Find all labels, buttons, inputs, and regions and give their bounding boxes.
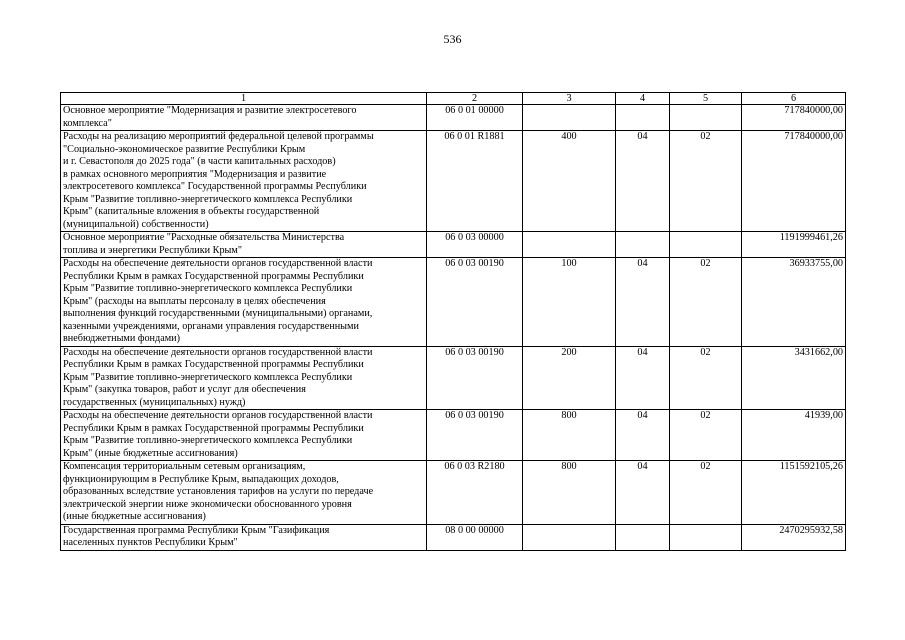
- row-amount-cell: 1191999461,26: [742, 232, 846, 258]
- row-code-cell: 06 0 03 00190: [427, 258, 523, 347]
- row-amount-cell: 41939,00: [742, 410, 846, 461]
- row-name-cell: [61, 410, 427, 461]
- header-col-3: 3: [523, 93, 616, 105]
- row-name-cell: [61, 346, 427, 410]
- row-expense-type-cell: [523, 232, 616, 258]
- row-name-cell: [61, 461, 427, 525]
- row-subsection-cell: [670, 524, 742, 550]
- row-name-text: Основное мероприятие "Модернизация и развитие электросетевого комплекса": [63, 105, 357, 129]
- row-name-text: Государственная программа Республики Крым "Газификация населенных пунктов Республики Крым": [63, 524, 330, 548]
- row-subsection-cell: 02: [670, 258, 742, 347]
- row-subsection-cell: 02: [670, 410, 742, 461]
- row-section-cell: [616, 232, 670, 258]
- header-col-2: 2: [427, 93, 523, 105]
- table-body: [61, 105, 846, 551]
- row-code-cell: 08 0 00 00000: [427, 524, 523, 550]
- row-section-cell: 04: [616, 461, 670, 525]
- row-name-text: Расходы на обеспечение деятельности органов государственной власти Республики Крым в рамках Государственной программы Республики Крым "Развитие топливно-энергетического комплекса Республики Крым" (иные бюджетные ассигнования): [63, 410, 373, 459]
- header-row: [61, 93, 846, 105]
- row-expense-type-cell: 100: [523, 258, 616, 347]
- table-row: [61, 105, 846, 131]
- row-name-cell: [61, 258, 427, 347]
- row-name-cell: [61, 524, 427, 550]
- table-row: [61, 232, 846, 258]
- row-expense-type-cell: 800: [523, 410, 616, 461]
- row-section-cell: 04: [616, 131, 670, 232]
- row-section-cell: [616, 105, 670, 131]
- row-section-cell: 04: [616, 346, 670, 410]
- row-expense-type-cell: 400: [523, 131, 616, 232]
- page-number: 536: [443, 32, 462, 46]
- row-subsection-cell: 02: [670, 131, 742, 232]
- row-name-cell: [61, 232, 427, 258]
- row-name-text: Основное мероприятие "Расходные обязательства Министерства топлива и энергетики Республики Крым": [63, 232, 345, 256]
- row-name-text: Расходы на обеспечение деятельности органов государственной власти Республики Крым в рамках Государственной программы Республики Крым "Развитие топливно-энергетического комплекса Республики Крым" (расходы на выплаты персоналу в целях обеспечения выполнения функций государственными (муниципальными) органами, казенными учреждениями, органами управления государственными внебюджетными фондами): [63, 258, 373, 344]
- row-subsection-cell: [670, 232, 742, 258]
- row-code-cell: 06 0 01 R1881: [427, 131, 523, 232]
- row-code-cell: 06 0 03 00190: [427, 410, 523, 461]
- table-row: [61, 131, 846, 232]
- row-code-cell: 06 0 03 R2180: [427, 461, 523, 525]
- row-name-text: Расходы на реализацию мероприятий федеральной целевой программы "Социально-экономическое развитие Республики Крым и г. Севастополя до 2025 года" (в части капитальных расходов) в рамках основного мероприятия "Модернизация и развитие электросетевого комплекса" Государственной программы Республики Крым "Развитие топливно-энергетического комплекса Республики Крым" (капитальные вложения в объекты государственной (муниципальной) собственности): [63, 131, 374, 230]
- table-row: [61, 258, 846, 347]
- table-row: [61, 524, 846, 550]
- header-col-6: 6: [742, 93, 846, 105]
- row-section-cell: 04: [616, 258, 670, 347]
- row-code-cell: 06 0 03 00000: [427, 232, 523, 258]
- header-col-4: 4: [616, 93, 670, 105]
- row-amount-cell: 36933755,00: [742, 258, 846, 347]
- row-section-cell: [616, 524, 670, 550]
- row-code-cell: 06 0 03 00190: [427, 346, 523, 410]
- budget-table: [60, 92, 846, 551]
- header-col-1: 1: [61, 93, 427, 105]
- table-row: [61, 461, 846, 525]
- table-header: [61, 93, 846, 105]
- table-row: [61, 346, 846, 410]
- row-amount-cell: 717840000,00: [742, 131, 846, 232]
- row-name-cell: [61, 105, 427, 131]
- row-expense-type-cell: [523, 105, 616, 131]
- row-subsection-cell: 02: [670, 346, 742, 410]
- row-amount-cell: 3431662,00: [742, 346, 846, 410]
- row-expense-type-cell: [523, 524, 616, 550]
- table-row: [61, 410, 846, 461]
- header-col-5: 5: [670, 93, 742, 105]
- row-subsection-cell: [670, 105, 742, 131]
- row-subsection-cell: 02: [670, 461, 742, 525]
- row-expense-type-cell: 200: [523, 346, 616, 410]
- row-code-cell: 06 0 01 00000: [427, 105, 523, 131]
- row-amount-cell: 2470295932,58: [742, 524, 846, 550]
- row-name-cell: [61, 131, 427, 232]
- row-section-cell: 04: [616, 410, 670, 461]
- row-amount-cell: 717840000,00: [742, 105, 846, 131]
- row-name-text: Расходы на обеспечение деятельности органов государственной власти Республики Крым в рамках Государственной программы Республики Крым "Развитие топливно-энергетического комплекса Республики Крым" (закупка товаров, работ и услуг для обеспечения государственных (муниципальных) нужд): [63, 346, 373, 408]
- row-name-text: Компенсация территориальным сетевым организациям, функционирующим в Республике Крым, выпадающих доходов, образованных вследствие установления тарифов на услуги по передаче электрической энергии ниже экономически обоснованного уровня (иные бюджетные ассигнования): [63, 461, 374, 522]
- row-amount-cell: 1151592105,26: [742, 461, 846, 525]
- row-expense-type-cell: 800: [523, 461, 616, 525]
